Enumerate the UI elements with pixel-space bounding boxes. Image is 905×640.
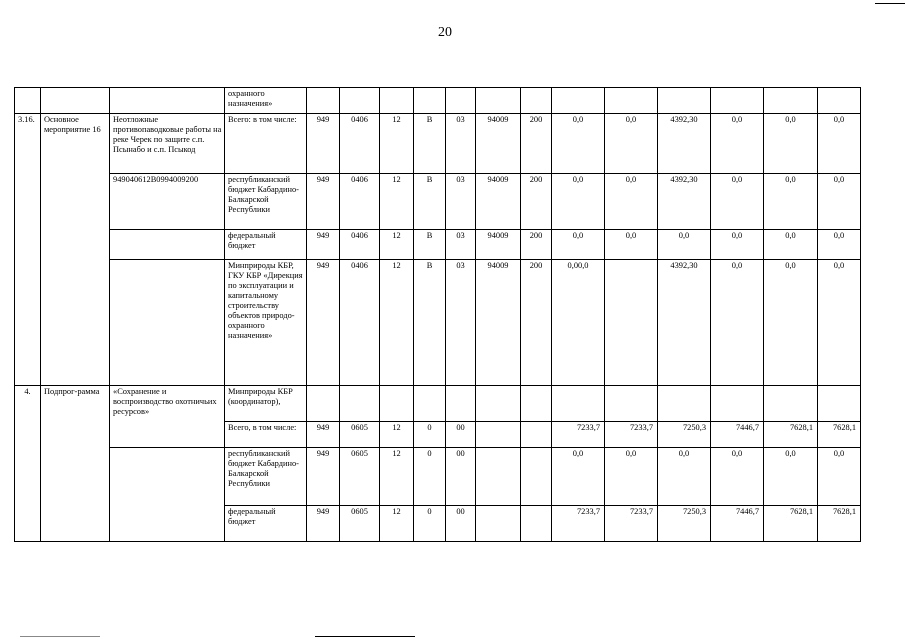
code-subprogram: В bbox=[414, 230, 446, 260]
code-program: 12 bbox=[380, 260, 414, 386]
value-cell: 7446,7 bbox=[711, 506, 764, 542]
measure-type: Подпрог-рамма bbox=[41, 386, 110, 422]
code-grbs: 949 bbox=[307, 422, 340, 448]
value-cell: 4392,30 bbox=[658, 260, 711, 386]
value-cell: 0,0 bbox=[552, 174, 605, 230]
code-measure: 03 bbox=[446, 260, 476, 386]
value-cell: 0,0 bbox=[605, 174, 658, 230]
code-direction: 94009 bbox=[476, 230, 521, 260]
table-row bbox=[15, 386, 861, 422]
code-program: 12 bbox=[380, 114, 414, 174]
code-expense-type bbox=[521, 506, 552, 542]
value-cell: 7628,1 bbox=[818, 422, 861, 448]
value-cell: 0,0 bbox=[711, 448, 764, 506]
value-cell: 7446,7 bbox=[711, 422, 764, 448]
code-rzpr: 0406 bbox=[340, 230, 380, 260]
code-rzpr: 0605 bbox=[340, 422, 380, 448]
code-program: 12 bbox=[380, 422, 414, 448]
code-direction bbox=[476, 506, 521, 542]
code-grbs: 949 bbox=[307, 506, 340, 542]
value-cell: 0,0 bbox=[605, 230, 658, 260]
code-program: 12 bbox=[380, 506, 414, 542]
funding-source-cell: Минприроды КБР, ГКУ КБР «Дирекция по эксплуатации и капитальному строительству объектов природо-охранного назначения» bbox=[225, 260, 307, 386]
table-row bbox=[15, 230, 861, 260]
value-cell: 0,0 bbox=[658, 230, 711, 260]
value-cell: 7233,7 bbox=[605, 506, 658, 542]
value-cell: 4392,30 bbox=[658, 174, 711, 230]
value-cell: 0,0 bbox=[764, 114, 818, 174]
code-rzpr: 0406 bbox=[340, 260, 380, 386]
code-measure: 00 bbox=[446, 422, 476, 448]
funding-source-cell: федеральный бюджет bbox=[225, 230, 307, 260]
value-cell: 0,0 bbox=[818, 260, 861, 386]
value-cell: 7233,7 bbox=[605, 422, 658, 448]
value-cell: 0,0 bbox=[605, 114, 658, 174]
table-row bbox=[15, 260, 861, 386]
value-cell: 0,0 bbox=[711, 260, 764, 386]
value-cell: 4392,30 bbox=[658, 114, 711, 174]
funding-source-cell: охранного назначения» bbox=[225, 88, 307, 114]
code-expense-type: 200 bbox=[521, 230, 552, 260]
table-row bbox=[15, 422, 861, 448]
page-number: 20 bbox=[438, 25, 452, 40]
table-row bbox=[15, 174, 861, 230]
code-subprogram: 0 bbox=[414, 422, 446, 448]
code-program: 12 bbox=[380, 230, 414, 260]
code-measure: 00 bbox=[446, 506, 476, 542]
value-cell: 7628,1 bbox=[818, 506, 861, 542]
code-expense-type: 200 bbox=[521, 260, 552, 386]
value-cell: 0,0 bbox=[818, 230, 861, 260]
value-cell: 7628,1 bbox=[764, 506, 818, 542]
value-cell: 0,0 bbox=[764, 448, 818, 506]
code-rzpr: 0605 bbox=[340, 506, 380, 542]
table-row bbox=[15, 506, 861, 542]
code-program: 12 bbox=[380, 448, 414, 506]
code-direction: 94009 bbox=[476, 260, 521, 386]
code-measure: 03 bbox=[446, 114, 476, 174]
code-direction: 94009 bbox=[476, 174, 521, 230]
budget-table bbox=[14, 87, 861, 542]
code-expense-type bbox=[521, 422, 552, 448]
row-number: 3.16. bbox=[15, 114, 41, 174]
code-grbs: 949 bbox=[307, 448, 340, 506]
scan-mark-bottom-center bbox=[315, 636, 415, 637]
measure-name: Неотложные противопаводковые работы на реке Черек по защите с.п. Псынабо и с.п. Псыкод bbox=[110, 114, 225, 174]
code-direction: 94009 bbox=[476, 114, 521, 174]
value-cell: 0,0 bbox=[552, 448, 605, 506]
code-direction bbox=[476, 422, 521, 448]
value-cell: 0,0 bbox=[552, 114, 605, 174]
funding-source-cell: Всего: в том числе: bbox=[225, 114, 307, 174]
code-subprogram: В bbox=[414, 260, 446, 386]
scan-mark-top-right bbox=[875, 3, 905, 4]
code-subprogram: В bbox=[414, 174, 446, 230]
value-cell bbox=[605, 260, 658, 386]
value-cell: 7628,1 bbox=[764, 422, 818, 448]
code-subprogram: В bbox=[414, 114, 446, 174]
table-row bbox=[15, 114, 861, 174]
code-measure: 00 bbox=[446, 448, 476, 506]
value-cell: 0,0 bbox=[818, 114, 861, 174]
value-cell: 0,0 bbox=[764, 260, 818, 386]
measure-name: «Сохранение и воспроизводство охотничьих ресурсов» bbox=[110, 386, 225, 422]
value-cell: 7233,7 bbox=[552, 506, 605, 542]
code-rzpr: 0406 bbox=[340, 174, 380, 230]
value-cell: 0,00,0 bbox=[552, 260, 605, 386]
code-subprogram: 0 bbox=[414, 506, 446, 542]
table-row bbox=[15, 88, 861, 114]
code-grbs: 949 bbox=[307, 230, 340, 260]
scan-mark-bottom-left bbox=[20, 636, 100, 637]
value-cell: 0,0 bbox=[764, 174, 818, 230]
value-cell: 0,0 bbox=[711, 114, 764, 174]
code-rzpr: 0605 bbox=[340, 448, 380, 506]
funding-source-cell: Всего, в том числе: bbox=[225, 422, 307, 448]
funding-source-cell: республиканский бюджет Кабардино-Балкарской Республики bbox=[225, 448, 307, 506]
code-expense-type: 200 bbox=[521, 174, 552, 230]
funding-source-cell: федеральный бюджет bbox=[225, 506, 307, 542]
funding-source-cell: республиканский бюджет Кабардино-Балкарской Республики bbox=[225, 174, 307, 230]
code-measure: 03 bbox=[446, 230, 476, 260]
measure-type: Основное мероприятие 16 bbox=[41, 114, 110, 174]
value-cell: 0,0 bbox=[711, 174, 764, 230]
value-cell: 7250,3 bbox=[658, 422, 711, 448]
code-grbs: 949 bbox=[307, 260, 340, 386]
value-cell: 7233,7 bbox=[552, 422, 605, 448]
value-cell: 0,0 bbox=[552, 230, 605, 260]
code-grbs: 949 bbox=[307, 174, 340, 230]
value-cell: 0,0 bbox=[818, 448, 861, 506]
code-expense-type: 200 bbox=[521, 114, 552, 174]
value-cell: 0,0 bbox=[818, 174, 861, 230]
value-cell: 7250,3 bbox=[658, 506, 711, 542]
code-rzpr: 0406 bbox=[340, 114, 380, 174]
value-cell: 0,0 bbox=[658, 448, 711, 506]
code-program: 12 bbox=[380, 174, 414, 230]
code-direction bbox=[476, 448, 521, 506]
value-cell: 0,0 bbox=[764, 230, 818, 260]
code-expense-type bbox=[521, 448, 552, 506]
table-row bbox=[15, 448, 861, 506]
code-measure: 03 bbox=[446, 174, 476, 230]
code-grbs: 949 bbox=[307, 114, 340, 174]
value-cell: 0,0 bbox=[605, 448, 658, 506]
value-cell: 0,0 bbox=[711, 230, 764, 260]
funding-source-cell: Минприроды КБР (координатор), bbox=[225, 386, 307, 422]
budget-code: 949040612В0994009200 bbox=[110, 174, 225, 230]
code-subprogram: 0 bbox=[414, 448, 446, 506]
row-number: 4. bbox=[15, 386, 41, 422]
